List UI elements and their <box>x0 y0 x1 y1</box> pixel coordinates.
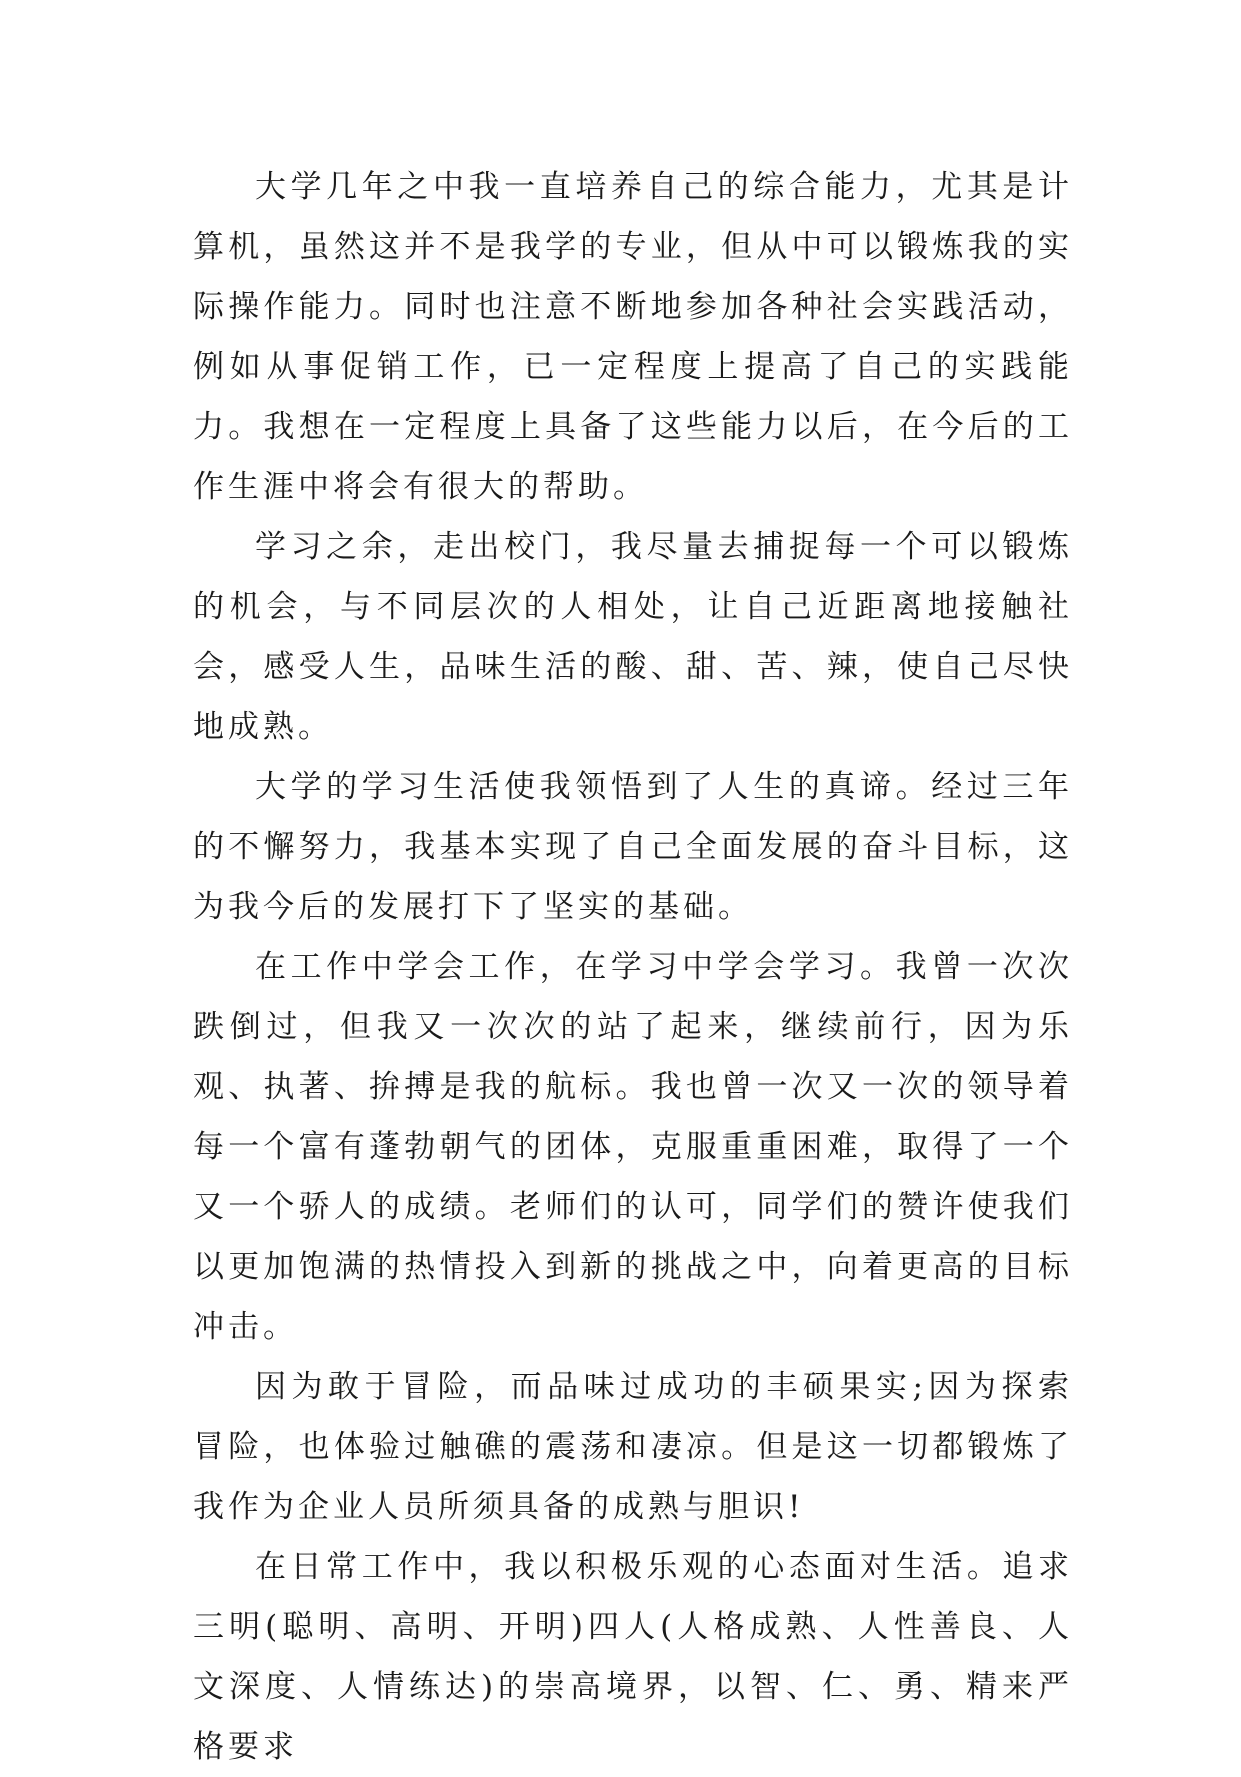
paragraph: 在工作中学会工作，在学习中学会学习。我曾一次次跌倒过，但我又一次次的站了起来，继续前行，因为乐观、执著、拚搏是我的航标。我也曾一次又一次的领导着每一个富有蓬勃朝气的团体，克服重重困难，取得了一个又一个骄人的成绩。老师们的认可，同学们的赞许使我们以更加饱满的热情投入到新的挑战之中，向着更高的目标冲击。 <box>193 949 1073 1345</box>
document-body <box>193 157 1073 1777</box>
paragraph: 在日常工作中，我以积极乐观的心态面对生活。追求三明(聪明、高明、开明)四人(人格成熟、人性善良、人文深度、人情练达)的崇高境界，以智、仁、勇、精来严格要求 <box>193 1549 1073 1765</box>
paragraph: 因为敢于冒险，而品味过成功的丰硕果实;因为探索冒险，也体验过触礁的震荡和凄凉。但是这一切都锻炼了我作为企业人员所须具备的成熟与胆识! <box>193 1369 1073 1525</box>
paragraph: 大学的学习生活使我领悟到了人生的真谛。经过三年的不懈努力，我基本实现了自己全面发展的奋斗目标，这为我今后的发展打下了坚实的基础。 <box>193 769 1073 925</box>
paragraph: 学习之余，走出校门，我尽量去捕捉每一个可以锻炼的机会，与不同层次的人相处，让自己近距离地接触社会，感受人生，品味生活的酸、甜、苦、辣，使自己尽快地成熟。 <box>193 529 1073 745</box>
paragraph: 大学几年之中我一直培养自己的综合能力，尤其是计算机，虽然这并不是我学的专业，但从中可以锻炼我的实际操作能力。同时也注意不断地参加各种社会实践活动，例如从事促销工作，已一定程度上提高了自己的实践能力。我想在一定程度上具备了这些能力以后，在今后的工作生涯中将会有很大的帮助。 <box>193 169 1073 505</box>
